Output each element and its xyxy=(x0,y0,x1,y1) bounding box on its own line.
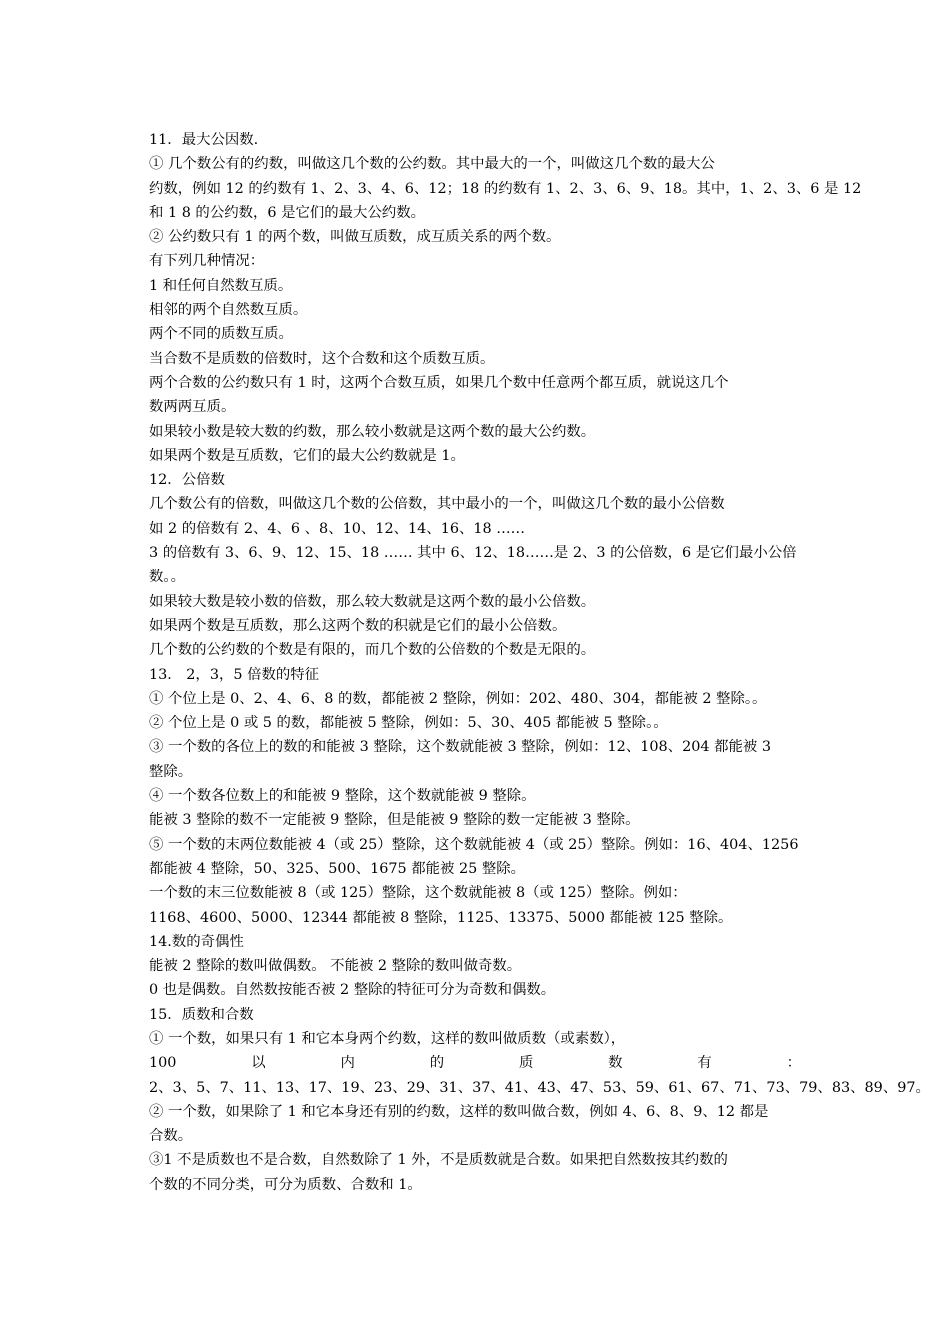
text-line: 14.数的奇偶性 xyxy=(149,933,244,950)
justified-word: 有 xyxy=(697,1055,712,1072)
text-line: 如 2 的倍数有 2、4、6 、8、10、12、14、16、18 …… xyxy=(149,520,526,537)
text-line: ① 个位上是 0、2、4、6、8 的数，都能被 2 整除，例如：202、480、304，都能被 2 整除。。 xyxy=(149,690,767,707)
text-line: 2、3、5、7、11、13、17、19、23、29、31、37、41、43、47、53、59、61、67、71、73、79、83、89、97。 xyxy=(149,1079,930,1096)
text-line: ④ 一个数各位数上的和能被 9 整除，这个数就能被 9 整除。 xyxy=(149,788,536,805)
justified-word: 的 xyxy=(429,1055,445,1072)
text-line: 如果两个数是互质数，那么这两个数的积就是它们的最小公倍数。 xyxy=(149,617,567,634)
text-line: 能被 2 整除的数叫做偶数。 不能被 2 整除的数叫做奇数。 xyxy=(149,958,522,975)
text-line: 11．最大公因数. xyxy=(149,132,259,148)
text-line: 整除。 xyxy=(149,763,193,780)
justified-word: 100 xyxy=(149,1055,177,1072)
text-line: ① 几个数公有的约数，叫做这几个数的公约数。其中最大的一个，叫做这几个数的最大公 xyxy=(149,156,715,173)
text-line: 都能被 4 整除，50、325、500、1675 都能被 25 整除。 xyxy=(149,860,526,877)
justified-word: 质 xyxy=(518,1055,534,1072)
text-line: 合数。 xyxy=(149,1128,193,1145)
text-line: 3 的倍数有 3、6、9、12、15、18 …… 其中 6、12、18……是 2、3 的公倍数，6 是它们最小公倍 xyxy=(149,545,797,562)
text-line: 当合数不是质数的倍数时，这个合数和这个质数互质。 xyxy=(149,350,495,367)
text-line: ⑤ 一个数的末两位数能被 4（或 25）整除，这个数就能被 4（或 25）整除。例如：16、404、1256 xyxy=(149,836,799,853)
text-line: ① 一个数，如果只有 1 和它本身两个约数，这样的数叫做质数（或素数）， xyxy=(149,1030,626,1047)
text-line: 数两两互质。 xyxy=(149,399,236,416)
text-line: 有下列几种情况： xyxy=(149,253,265,270)
text-line: 和 1 8 的公约数，6 是它们的最大公约数。 xyxy=(149,204,426,221)
text-line: 个数的不同分类，可分为质数、合数和 1。 xyxy=(149,1176,422,1193)
text-line: 15．质数和合数 xyxy=(149,1006,254,1023)
text-line: 0 也是偶数。自然数按能否被 2 整除的特征可分为奇数和偶数。 xyxy=(149,982,556,999)
text-line: ② 个位上是 0 或 5 的数，都能被 5 整除，例如：5、30、405 都能被 5 整除。。 xyxy=(149,715,668,732)
justified-word: 内 xyxy=(340,1055,355,1072)
text-line: 约数，例如 12 的约数有 1、2、3、4、6、12；18 的约数有 1、2、3、6、9、18。其中，1、2、3、6 是 12 xyxy=(149,180,862,197)
text-line: ③1 不是质数也不是合数，自然数除了 1 外，不是质数就是合数。如果把自然数按其约数的 xyxy=(149,1152,728,1169)
text-line: 12．公倍数 xyxy=(149,472,225,489)
text-line: 1 和任何自然数互质。 xyxy=(149,277,293,294)
text-line: 数。。 xyxy=(149,569,185,586)
text-line: 如果较大数是较小数的倍数，那么较大数就是这两个数的最小公倍数。 xyxy=(149,593,596,610)
text-line: ② 公约数只有 1 的两个数，叫做互质数，成互质关系的两个数。 xyxy=(149,229,561,246)
text-line-justified xyxy=(149,1051,801,1075)
justified-word: 数 xyxy=(608,1055,623,1072)
text-line: 两个合数的公约数只有 1 时，这两个合数互质，如果几个数中任意两个都互质，就说这几个 xyxy=(149,374,729,391)
text-line: 1168、4600、5000、12344 都能被 8 整除，1125、13375、5000 都能被 125 整除。 xyxy=(149,909,733,926)
text-line: ② 一个数，如果除了 1 和它本身还有别的约数，这样的数叫做合数，例如 4、6、8、9、12 都是 xyxy=(149,1103,769,1120)
justified-word: 以 xyxy=(251,1055,266,1072)
text-line: 几个数公有的倍数，叫做这几个数的公倍数，其中最小的一个，叫做这几个数的最小公倍数 xyxy=(149,496,725,513)
text-line: 13． 2，3，5 倍数的特征 xyxy=(149,666,320,683)
text-line: 如果两个数是互质数，它们的最大公约数就是 1。 xyxy=(149,447,465,464)
document-body xyxy=(149,128,930,1197)
text-line: 一个数的末三位数能被 8（或 125）整除，这个数就能被 8（或 125）整除。例如： xyxy=(149,885,687,902)
text-line: 如果较小数是较大数的约数，那么较小数就是这两个数的最大公约数。 xyxy=(149,423,596,440)
text-line: 能被 3 整除的数不一定能被 9 整除，但是能被 9 整除的数一定能被 3 整除。 xyxy=(149,812,640,829)
text-line: 相邻的两个自然数互质。 xyxy=(149,302,308,319)
text-line: 两个不同的质数互质。 xyxy=(149,326,293,343)
text-line: ③ 一个数的各位上的数的和能被 3 整除，这个数就能被 3 整除，例如：12、108、204 都能被 3 xyxy=(149,739,772,756)
justified-word: ： xyxy=(786,1055,801,1072)
text-line: 几个数的公约数的个数是有限的，而几个数的公倍数的个数是无限的。 xyxy=(149,642,596,659)
